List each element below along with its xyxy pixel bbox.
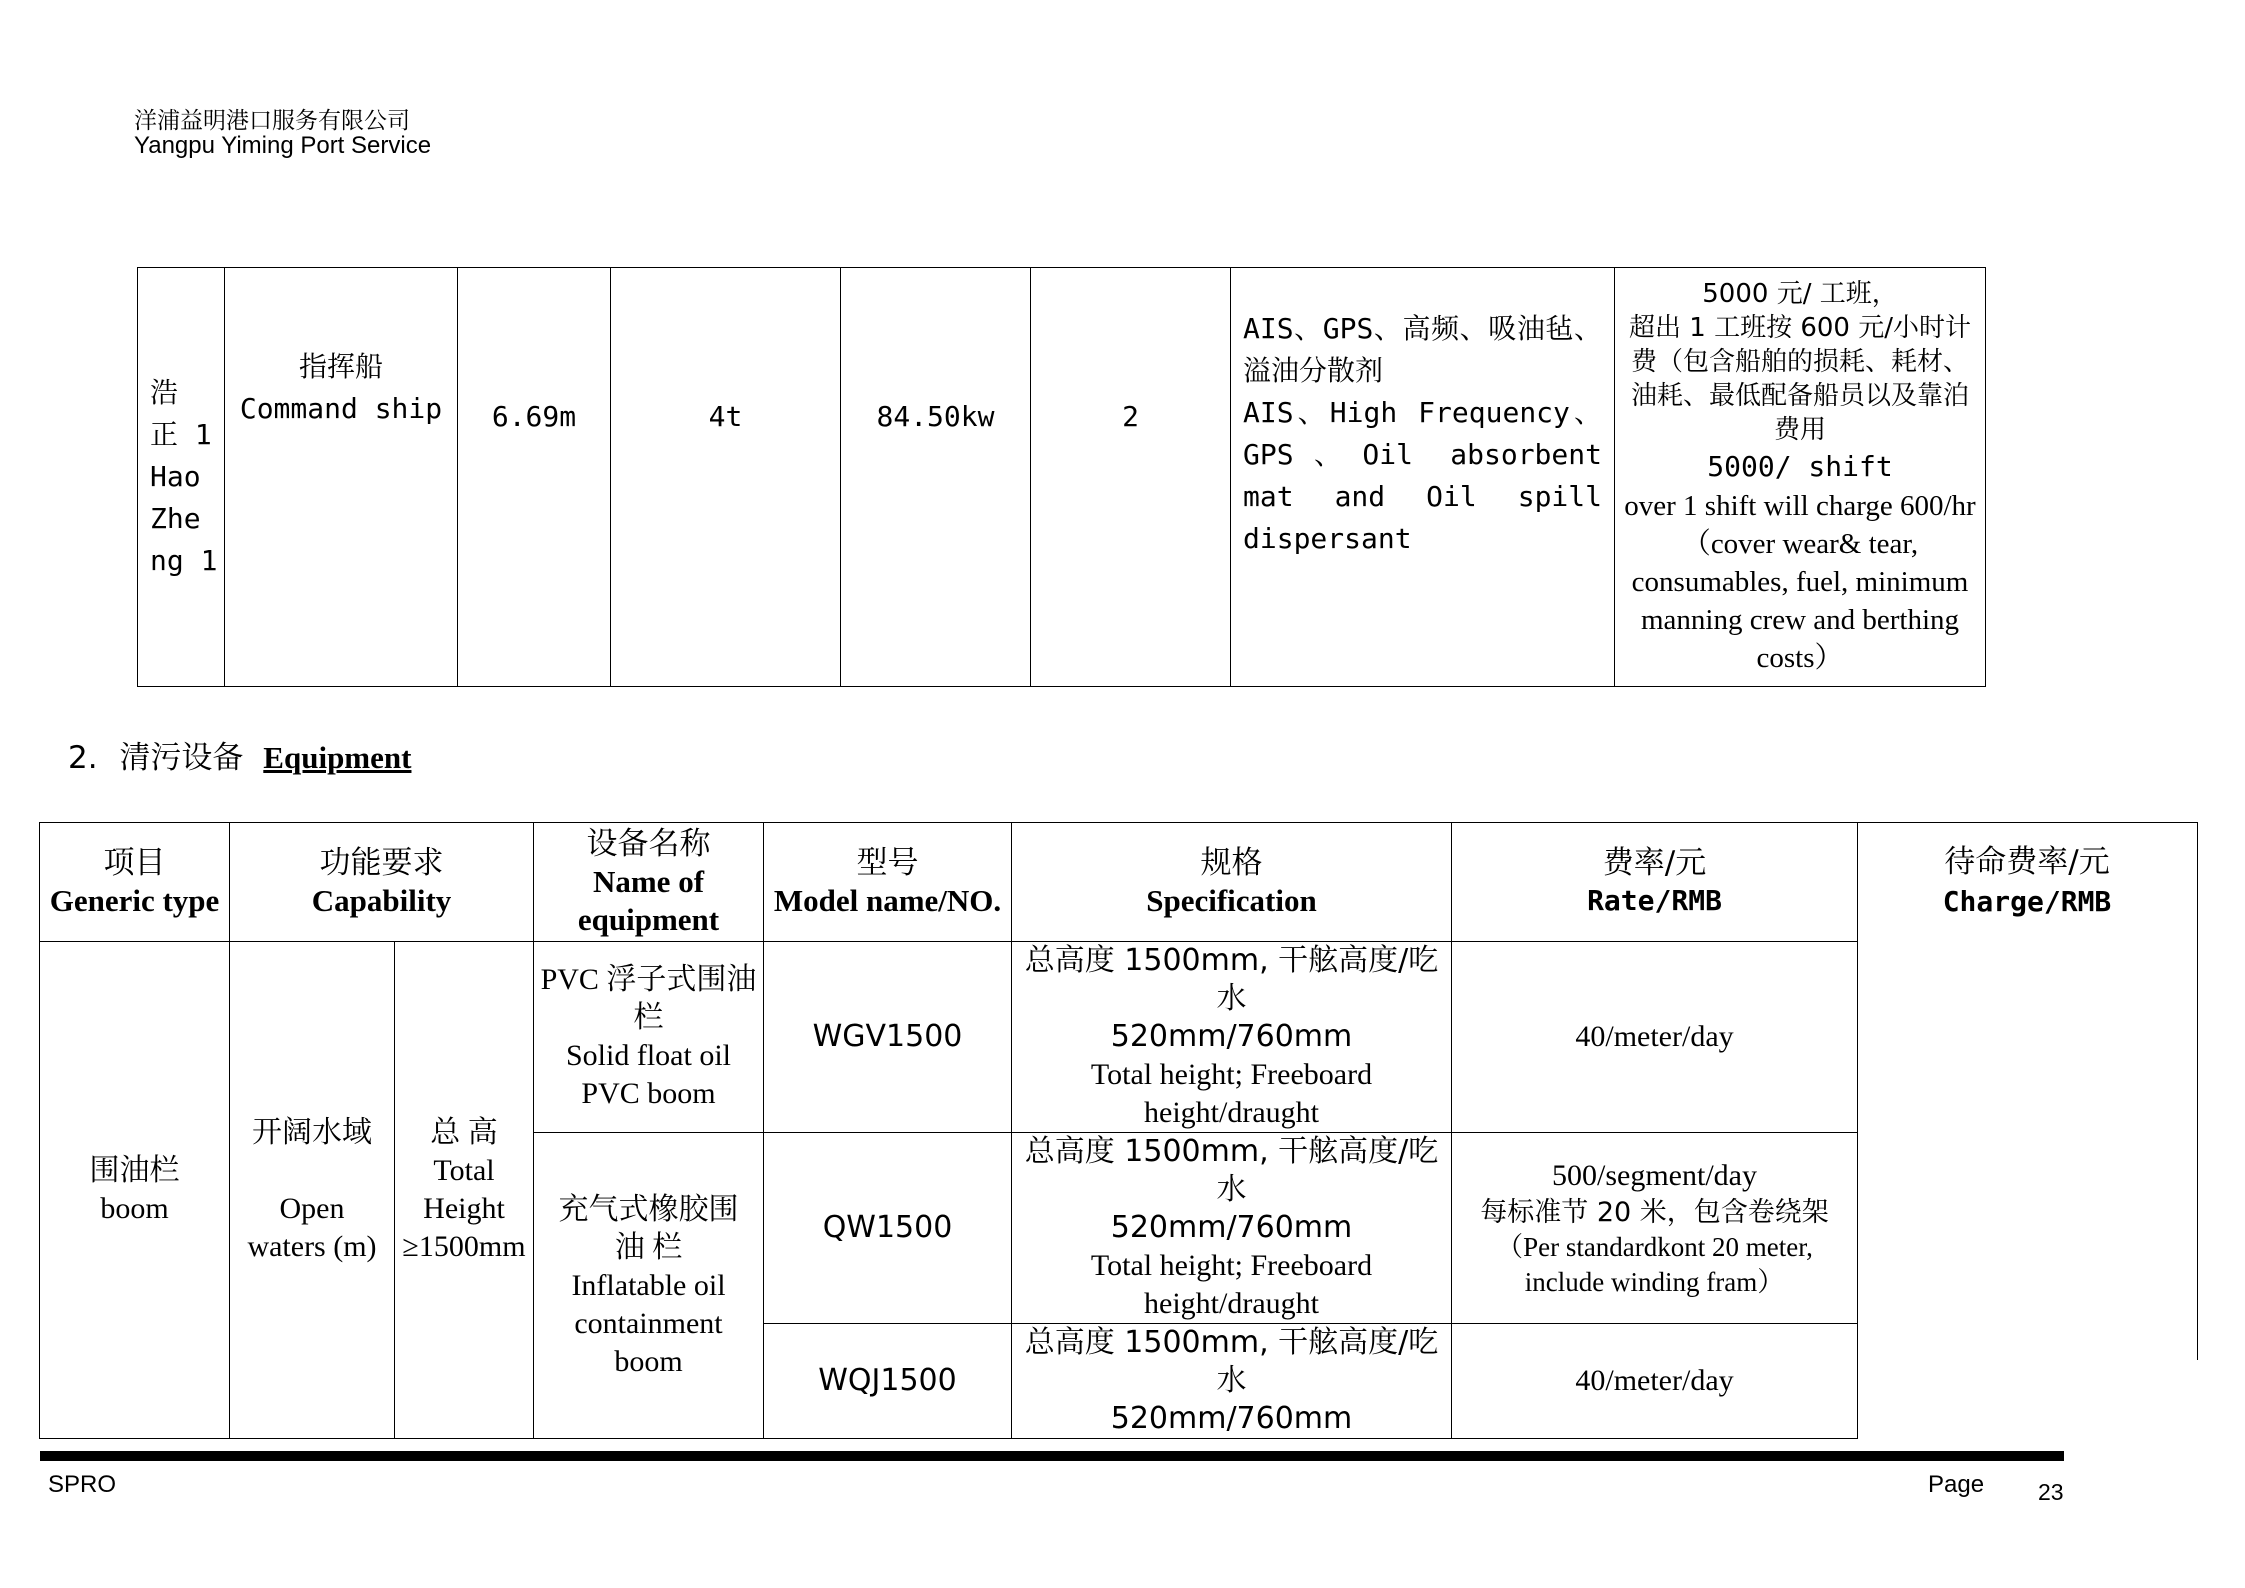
ship-table xyxy=(137,267,1986,687)
section-number: 2. xyxy=(68,740,98,776)
ship-equipment: AIS、GPS、高频、吸油毡、溢油分散剂 AIS、High Frequency、GPS、Oil absorbent mat and Oil spill dispersant xyxy=(1231,268,1615,687)
footer-page-number: 23 xyxy=(2038,1479,2064,1505)
footer-left-label: SPRO xyxy=(48,1471,117,1498)
header-rate: 费率/元 Rate/RMB xyxy=(1452,823,1858,942)
rate: 500/segment/day 每标准节 20 米，包含卷绕架 （Per standardkont 20 meter, include winding fram） xyxy=(1452,1133,1858,1324)
footer-divider xyxy=(40,1451,2064,1461)
table-row xyxy=(40,942,1858,1133)
rate: 40/meter/day xyxy=(1452,942,1858,1133)
specification: 总高度 1500mm, 干舷高度/吃水 520mm/760mm Total height; Freeboard height/draught xyxy=(1012,942,1452,1133)
model-name: QW1500 xyxy=(764,1133,1012,1324)
ship-name: 浩 正 1 Hao Zhe ng 1 xyxy=(138,268,225,687)
standby-charge-column xyxy=(1857,822,2198,1360)
table-header-row xyxy=(40,823,1858,942)
equipment-name: PVC 浮子式围油栏 Solid float oil PVC boom xyxy=(534,942,764,1133)
header-capability: 功能要求 Capability xyxy=(230,823,534,942)
section-title xyxy=(68,732,411,777)
header-generic-type: 项目 Generic type xyxy=(40,823,230,942)
section-title-en: Equipment xyxy=(263,740,412,775)
header-specification: 规格 Specification xyxy=(1012,823,1452,942)
capability-area: 开阔水域 Open waters (m) xyxy=(230,942,395,1439)
ship-tonnage: 4t xyxy=(611,268,841,687)
rate: 40/meter/day xyxy=(1452,1324,1858,1439)
table-row xyxy=(138,268,1986,687)
header-equipment-name: 设备名称 Name of equipment xyxy=(534,823,764,942)
rate-en-2: over 1 shift will charge 600/hr（cover wear& tear, consumables, fuel, minimum manning crew and berthing costs） xyxy=(1624,490,1976,674)
header-standby-charge: 待命费率/元 Charge/RMB xyxy=(1942,844,2112,918)
generic-type: 围油栏 boom xyxy=(40,942,230,1439)
rate-cn-1: 5000 元/ 工班， xyxy=(1702,279,1898,309)
rate-en-1: 5000/ shift xyxy=(1707,450,1893,483)
specification: 总高度 1500mm, 干舷高度/吃水 520mm/760mm Total height; Freeboard height/draught xyxy=(1012,1133,1452,1324)
specification: 总高度 1500mm, 干舷高度/吃水 520mm/760mm xyxy=(1012,1324,1452,1439)
ship-length: 6.69m xyxy=(458,268,611,687)
company-name-cn: 洋浦益明港口服务有限公司 xyxy=(134,108,410,134)
equipment-name: 充气式橡胶围 油 栏 Inflatable oil containment boom xyxy=(534,1133,764,1439)
rate-cn-2: 超出 1 工班按 600 元/小时计费（包含船舶的损耗、耗材、油耗、最低配备船员以及靠泊费用 xyxy=(1629,313,1971,445)
header-model: 型号 Model name/NO. xyxy=(764,823,1012,942)
model-name: WGV1500 xyxy=(764,942,1012,1133)
ship-rate xyxy=(1615,268,1986,687)
footer-page-label: Page xyxy=(1928,1471,1985,1498)
company-name-en: Yangpu Yiming Port Service xyxy=(134,132,432,159)
capability-height: 总 高 Total Height ≥1500mm xyxy=(395,942,534,1439)
equipment-table xyxy=(39,822,1858,1439)
section-title-cn: 清污设备 xyxy=(119,740,244,776)
ship-crew: 2 xyxy=(1031,268,1231,687)
model-name: WQJ1500 xyxy=(764,1324,1012,1439)
ship-type: 指挥船 Command ship xyxy=(225,268,458,687)
ship-power: 84.50kw xyxy=(841,268,1031,687)
